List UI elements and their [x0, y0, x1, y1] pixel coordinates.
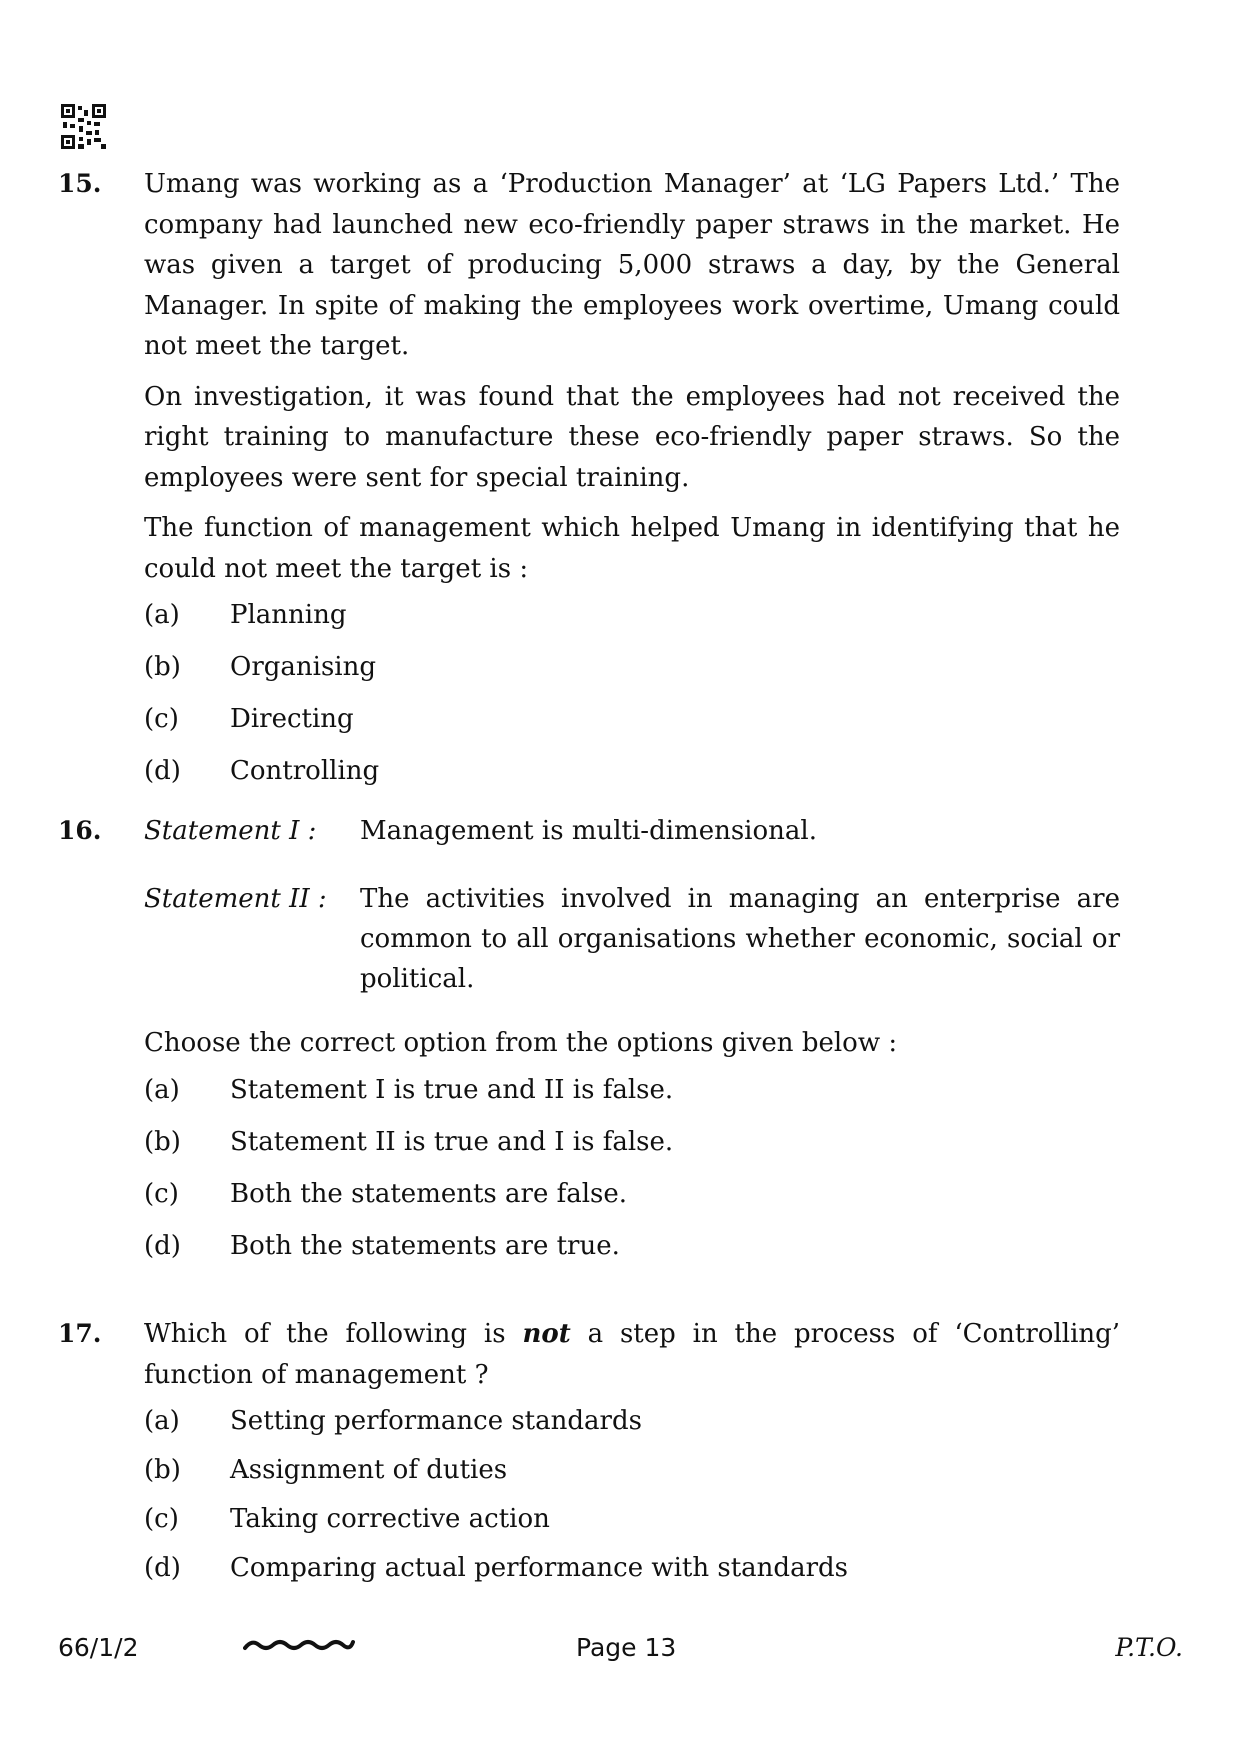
option-text: Directing	[230, 704, 354, 734]
paper-code: 66/1/2	[58, 1633, 139, 1662]
option-a[interactable]	[144, 1401, 1120, 1450]
question-prompt: Choose the correct option from the options given below :	[144, 1028, 898, 1058]
statement-label: Statement I :	[144, 816, 317, 846]
option-c[interactable]	[144, 1499, 1120, 1548]
option-text: Statement II is true and I is false.	[230, 1126, 674, 1157]
option-c[interactable]	[144, 1174, 1120, 1226]
option-text: Comparing actual performance with standards	[230, 1553, 848, 1583]
statement-1	[144, 811, 1120, 851]
statement-2	[144, 879, 1120, 999]
question-paragraph: On investigation, it was found that the employees had not received the right training to manufacture these eco-friendly paper straws. So the employees were sent for special training.	[144, 381, 1120, 493]
question-17	[58, 1314, 1120, 1597]
option-text: Setting performance standards	[230, 1406, 642, 1436]
option-c[interactable]	[144, 699, 1120, 751]
qr-code	[61, 104, 106, 149]
question-number: 17.	[58, 1319, 102, 1348]
question-number: 15.	[58, 169, 102, 198]
option-label: (a)	[144, 600, 180, 630]
question-text-after: a step in the process of ‘Controlling’ function of management ?	[144, 1319, 1121, 1390]
emphasis-not: not	[522, 1319, 571, 1349]
option-text: Controlling	[230, 756, 380, 786]
option-b[interactable]	[144, 647, 1120, 699]
option-label: (b)	[144, 1455, 181, 1485]
option-text: Assignment of duties	[230, 1455, 508, 1485]
page-number: Page 13	[576, 1633, 677, 1662]
option-b[interactable]	[144, 1122, 1120, 1174]
statement-text: Management is multi-dimensional.	[360, 816, 817, 846]
wave-ornament-icon	[243, 1636, 355, 1654]
statement-label: Statement II :	[144, 884, 327, 914]
option-label: (a)	[144, 1406, 180, 1436]
question-15	[58, 164, 1120, 803]
option-label: (b)	[144, 652, 181, 682]
question-number: 16.	[58, 816, 102, 845]
question-text	[144, 1314, 1120, 1395]
option-label: (a)	[144, 1074, 180, 1105]
question-paragraph: Umang was working as a ‘Production Manager’ at ‘LG Papers Ltd.’ The company had launched new eco-friendly paper straws in the market. He was given a target of producing 5,000 straws a day, by the General Manager. In spite of making the employees work overtime, Umang could not meet the target.	[144, 169, 1120, 361]
option-label: (d)	[144, 1230, 181, 1261]
option-text: Both the statements are true.	[230, 1230, 620, 1261]
option-label: (c)	[144, 1504, 179, 1534]
option-label: (d)	[144, 1553, 181, 1583]
option-label: (c)	[144, 1178, 179, 1209]
option-a[interactable]	[144, 1070, 1120, 1122]
option-label: (d)	[144, 756, 181, 786]
pto-label: P.T.O.	[1115, 1633, 1183, 1662]
option-b[interactable]	[144, 1450, 1120, 1499]
page-footer	[0, 1628, 1241, 1668]
question-text-before: Which of the following is	[144, 1319, 506, 1349]
option-label: (b)	[144, 1126, 181, 1157]
option-d[interactable]	[144, 1548, 1120, 1597]
option-d[interactable]	[144, 751, 1120, 803]
option-text: Both the statements are false.	[230, 1178, 628, 1209]
option-a[interactable]	[144, 595, 1120, 647]
option-text: Organising	[230, 652, 376, 682]
option-d[interactable]	[144, 1226, 1120, 1278]
question-prompt: The function of management which helped Umang in identifying that he could not meet the target is :	[144, 513, 1120, 584]
statement-text: The activities involved in managing an enterprise are common to all organisations whether economic, social or political.	[360, 884, 1120, 994]
option-text: Planning	[230, 600, 347, 630]
option-text: Taking corrective action	[230, 1504, 550, 1534]
question-16	[58, 811, 1120, 1278]
option-text: Statement I is true and II is false.	[230, 1074, 674, 1105]
option-label: (c)	[144, 704, 179, 734]
